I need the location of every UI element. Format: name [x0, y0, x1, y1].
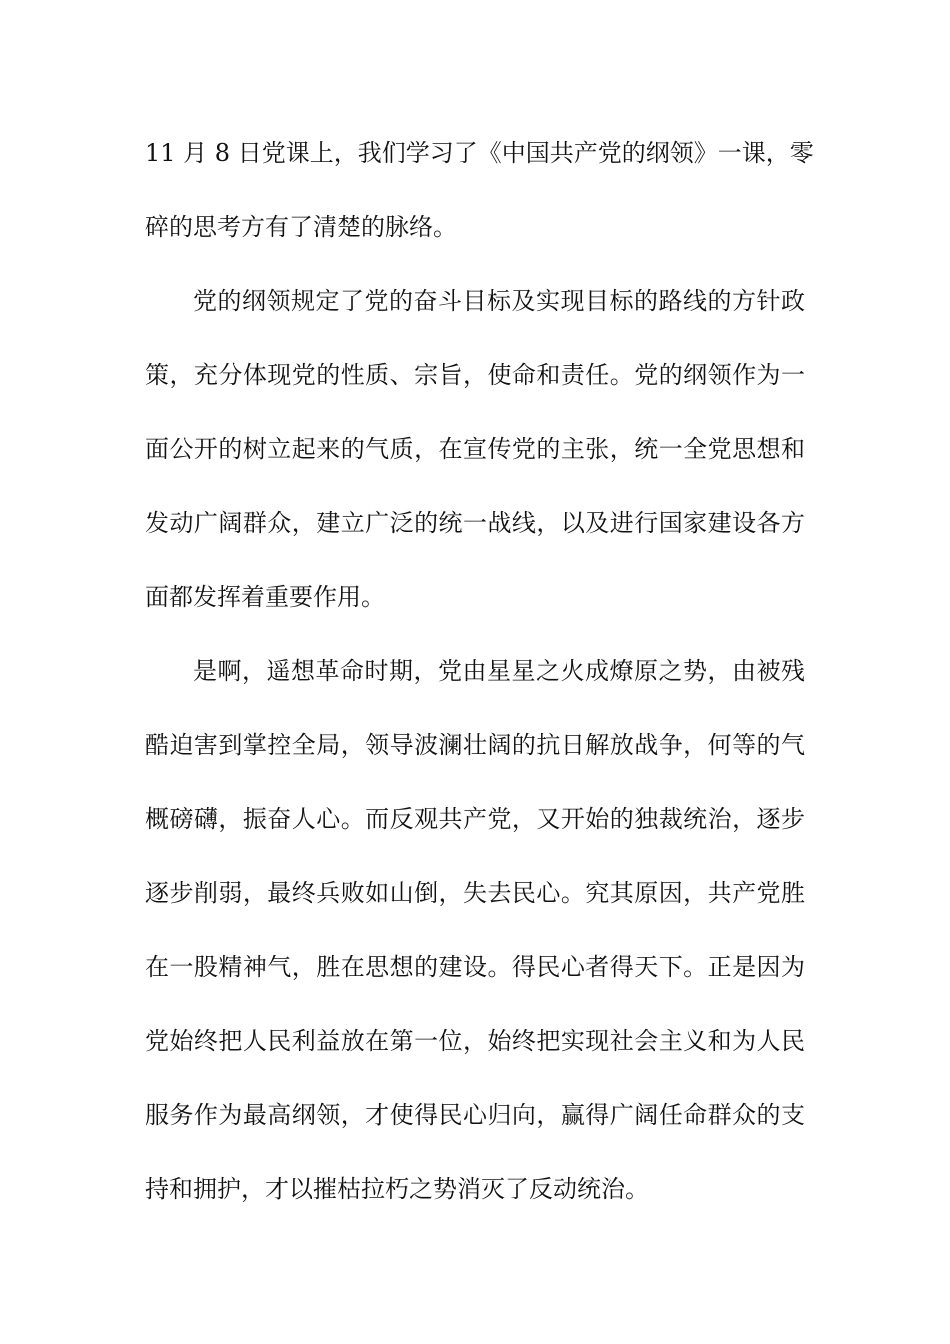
paragraph-2 [145, 273, 805, 643]
text-line: 策，充分体现党的性质、宗旨，使命和责任。党的纲领作为一 [145, 361, 805, 389]
text-line: 酷迫害到掌控全局，领导波澜壮阔的抗日解放战争，何等的气 [145, 731, 805, 759]
paragraph-3 [145, 643, 805, 1235]
text-line: 党始终把人民利益放在第一位，始终把实现社会主义和为人民 [145, 1027, 805, 1055]
text-line: 持和拥护，才以摧枯拉朽之势消灭了反动统治。 [145, 1175, 649, 1203]
text-line: 逐步削弱，最终兵败如山倒，失去民心。究其原因，共产党胜 [145, 879, 805, 907]
text-line: 碎的思考方有了清楚的脉络。 [145, 213, 457, 241]
text-line: 是啊，遥想革命时期，党由星星之火成燎原之势，由被残 [193, 657, 805, 685]
text-line: 发动广阔群众，建立广泛的统一战线，以及进行国家建设各方 [145, 509, 805, 537]
document-body [145, 125, 814, 1235]
text-line: 在一股精神气，胜在思想的建设。得民心者得天下。正是因为 [145, 953, 805, 981]
paragraph-1 [145, 125, 814, 273]
text-line: 党的纲领规定了党的奋斗目标及实现目标的路线的方针政 [193, 287, 805, 315]
text-line: 面都发挥着重要作用。 [145, 583, 385, 611]
text-line: 11 月 8 日党课上，我们学习了《中国共产党的纲领》一课，零 [145, 139, 814, 167]
text-line: 服务作为最高纲领，才使得民心归向，赢得广阔任命群众的支 [145, 1101, 805, 1129]
text-line: 概磅礴，振奋人心。而反观共产党，又开始的独裁统治，逐步 [145, 805, 805, 833]
text-line: 面公开的树立起来的气质，在宣传党的主张，统一全党思想和 [145, 435, 805, 463]
